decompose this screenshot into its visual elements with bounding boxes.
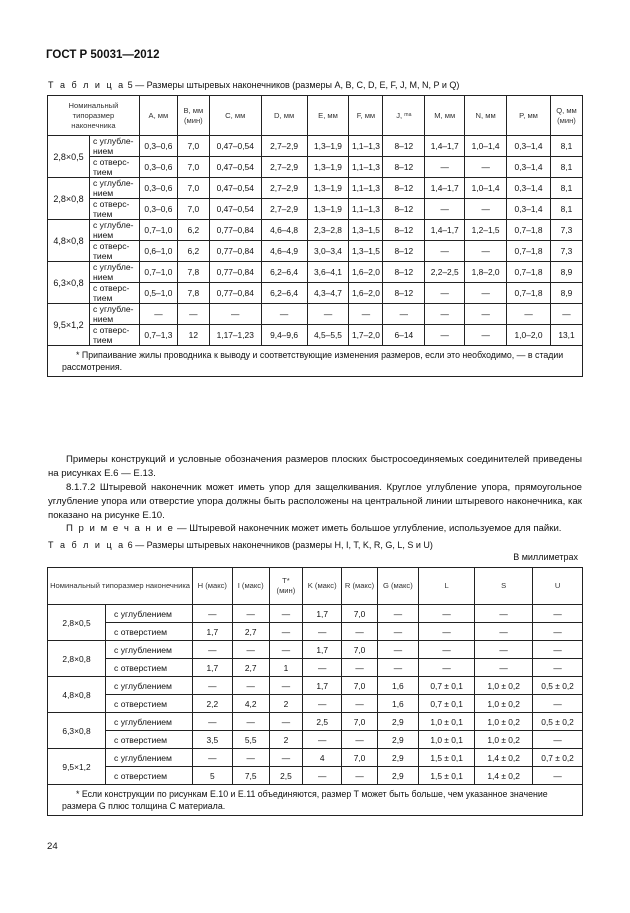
table6-value-cell: 7,0 [342, 713, 377, 731]
table5-value-cell: — [465, 241, 507, 262]
table6-value-cell: — [303, 731, 342, 749]
table5-header-cell: D, мм [261, 96, 307, 136]
table5-value-cell: 2,3–2,8 [307, 220, 349, 241]
table5-value-cell: 0,7–1,0 [139, 262, 177, 283]
document-header: ГОСТ Р 50031—2012 [46, 49, 160, 61]
table6-value-cell: 5,5 [232, 731, 269, 749]
table6-header-row [48, 568, 583, 605]
table5-value-cell: 2,7–2,9 [261, 157, 307, 178]
table6-footnote-row [48, 785, 583, 816]
table5-value-cell: 0,47–0,54 [209, 136, 261, 157]
table5-header-cell: B, мм (мин) [177, 96, 209, 136]
paragraph-examples-text: Примеры конструкций и условные обозначения размеров плоских быстросоединяемых соединителей приведены на рисунках Е.6 — Е.13. [48, 454, 582, 479]
table5-header-cell: F, мм [349, 96, 383, 136]
table6-kind-cell: с углублением [106, 713, 193, 731]
table5-kind-cell: с углубле-нием [89, 262, 139, 283]
paragraph-examples [48, 453, 582, 481]
table6-header-cell: K (макс) [303, 568, 342, 605]
table5-kind-cell: с отверс-тием [89, 241, 139, 262]
table6-value-cell: 0,7 ± 0,2 [533, 749, 583, 767]
table5-value-cell: 0,3–0,6 [139, 199, 177, 220]
table6-value-cell: 0,5 ± 0,2 [533, 713, 583, 731]
table6-value-cell: — [533, 767, 583, 785]
table5-value-cell: 1,1–1,3 [349, 178, 383, 199]
table6-row [48, 749, 583, 767]
table5-value-cell: 4,6–4,9 [261, 241, 307, 262]
table5-header-cell: J, ᵐᵃ [383, 96, 425, 136]
table6-size-cell: 9,5×1,2 [48, 749, 106, 785]
table5-row [48, 136, 583, 157]
table5-value-cell: 0,47–0,54 [209, 157, 261, 178]
table6-value-cell: — [193, 677, 232, 695]
table5-value-cell: 0,7–1,0 [139, 220, 177, 241]
table6-value-cell: — [419, 623, 475, 641]
table6-value-cell: — [533, 641, 583, 659]
table5-value-cell: 7,0 [177, 157, 209, 178]
table5-value-cell: 8,1 [550, 199, 582, 220]
table6-row [48, 623, 583, 641]
table5-value-cell: — [465, 283, 507, 304]
table5-header-cell: Q, мм (мин) [550, 96, 582, 136]
table5-value-cell: 8–12 [383, 283, 425, 304]
table5-value-cell: 1,3–1,9 [307, 136, 349, 157]
page-number: 24 [47, 841, 58, 852]
table5-header-cell: Номинальный типоразмер наконечника [48, 96, 140, 136]
table6-value-cell: — [269, 677, 302, 695]
table6-value-cell: — [193, 713, 232, 731]
table6-value-cell: — [475, 641, 533, 659]
table5-footnote: * Припаивание жилы проводника к выводу и соответствующие изменения размеров, если это необходимо, — в стадии рассмотрения. [48, 346, 583, 377]
table5-value-cell: 1,4–1,7 [425, 136, 465, 157]
table6-value-cell: 0,5 ± 0,2 [533, 677, 583, 695]
table5-value-cell: — [383, 304, 425, 325]
table6-value-cell: 1,5 ± 0,1 [419, 749, 475, 767]
table6-value-cell: — [533, 695, 583, 713]
table5-value-cell: — [465, 325, 507, 346]
table5-value-cell: 7,0 [177, 178, 209, 199]
table5-value-cell: 1,3–1,5 [349, 220, 383, 241]
table5-value-cell: 7,3 [550, 241, 582, 262]
table6-value-cell: — [419, 659, 475, 677]
table5 [47, 95, 583, 377]
table5-value-cell: 1,17–1,23 [209, 325, 261, 346]
table6-value-cell: — [193, 641, 232, 659]
table6-value-cell: — [342, 659, 377, 677]
table5-value-cell: — [425, 241, 465, 262]
table6-value-cell: — [475, 623, 533, 641]
table6-value-cell: 5 [193, 767, 232, 785]
table5-value-cell: — [349, 304, 383, 325]
table6-size-cell: 2,8×0,8 [48, 641, 106, 677]
table5-footnote-row [48, 346, 583, 377]
table5-header-cell: M, мм [425, 96, 465, 136]
table6-value-cell: 2 [269, 695, 302, 713]
table6-header-cell: H (макс) [193, 568, 232, 605]
table6-value-cell: — [475, 605, 533, 623]
table5-value-cell: 8,9 [550, 262, 582, 283]
table6-value-cell: — [303, 695, 342, 713]
table6-value-cell: 2,9 [377, 749, 418, 767]
note-paragraph [48, 522, 582, 536]
table6-caption [48, 540, 433, 550]
table6-value-cell: 1,7 [193, 623, 232, 641]
table5-value-cell: 1,3–1,9 [307, 199, 349, 220]
table5-row [48, 220, 583, 241]
table6-value-cell: 1,4 ± 0,2 [475, 749, 533, 767]
table5-row [48, 325, 583, 346]
table6-value-cell: 1,7 [303, 641, 342, 659]
table5-value-cell: 0,7–1,8 [507, 262, 551, 283]
table5-caption-text: 5 — Размеры штыревых наконечников (размеры A, B, C, D, E, F, J, M, N, P и Q) [125, 80, 460, 90]
table5-value-cell: 1,3–1,9 [307, 157, 349, 178]
table6-value-cell: — [232, 641, 269, 659]
table5-row [48, 262, 583, 283]
table5-value-cell: — [425, 304, 465, 325]
table5-value-cell: 0,7–1,3 [139, 325, 177, 346]
table5-value-cell: 8–12 [383, 136, 425, 157]
table6-footnote: * Если конструкции по рисункам Е.10 и Е.11 объединяются, размер T может быть больше, чем указанное значение размера G плюс толщина C материала. [48, 785, 583, 816]
table5-value-cell: 2,2–2,5 [425, 262, 465, 283]
table5-value-cell: 0,3–0,6 [139, 178, 177, 199]
table5-value-cell: — [465, 157, 507, 178]
table5-value-cell: 8–12 [383, 262, 425, 283]
table5-value-cell: 1,6–2,0 [349, 262, 383, 283]
table6-value-cell: — [419, 605, 475, 623]
table6-value-cell: 7,0 [342, 749, 377, 767]
table5-value-cell: 1,8–2,0 [465, 262, 507, 283]
table5-value-cell: 1,1–1,3 [349, 157, 383, 178]
table5-value-cell: 0,3–0,6 [139, 157, 177, 178]
table6-caption-text: 6 — Размеры штыревых наконечников (размеры H, I, T, K, R, G, L, S и U) [125, 540, 433, 550]
table6-value-cell: — [269, 749, 302, 767]
table5-value-cell: 6,2–6,4 [261, 283, 307, 304]
table6-value-cell: 2,2 [193, 695, 232, 713]
table6-value-cell: — [232, 677, 269, 695]
table5-value-cell: 0,7–1,8 [507, 283, 551, 304]
table5-kind-cell: с углубле-нием [89, 220, 139, 241]
table6-row [48, 659, 583, 677]
table6-header-cell: T* (мин) [269, 568, 302, 605]
table5-header-cell: C, мм [209, 96, 261, 136]
table5-value-cell: 8,1 [550, 157, 582, 178]
table6-value-cell: 0,7 ± 0,1 [419, 695, 475, 713]
table5-value-cell: — [465, 199, 507, 220]
table5-value-cell: 1,0–1,4 [465, 178, 507, 199]
table6-size-cell: 6,3×0,8 [48, 713, 106, 749]
table5-value-cell: 0,77–0,84 [209, 283, 261, 304]
table6-size-cell: 2,8×0,5 [48, 605, 106, 641]
paragraph-8-1-7-2-text: 8.1.7.2 Штыревой наконечник может иметь упор для защелкивания. Круглое углубление упора, прямоугольное углубление упора или отверстие упора должны быть расположены на центральной линии штыревого наконечника, как показано на рисунке Е.10. [48, 482, 582, 521]
table6-value-cell: 1,7 [303, 677, 342, 695]
table5-value-cell: 0,3–1,4 [507, 178, 551, 199]
table6-row [48, 713, 583, 731]
table6-header-cell: Номинальный типоразмер наконечника [48, 568, 193, 605]
table6-value-cell: — [533, 731, 583, 749]
table5-value-cell: 6,2–6,4 [261, 262, 307, 283]
table6-kind-cell: с отверстием [106, 767, 193, 785]
table5-value-cell: 8–12 [383, 199, 425, 220]
table6-kind-cell: с углублением [106, 677, 193, 695]
table5-value-cell: — [139, 304, 177, 325]
table6-row [48, 677, 583, 695]
table5-value-cell: 4,3–4,7 [307, 283, 349, 304]
table5-row [48, 199, 583, 220]
table5-value-cell: 7,3 [550, 220, 582, 241]
table5-value-cell: 9,4–9,6 [261, 325, 307, 346]
table6-kind-cell: с углублением [106, 641, 193, 659]
table6-value-cell: — [377, 641, 418, 659]
table5-value-cell: 2,7–2,9 [261, 136, 307, 157]
table6-row [48, 731, 583, 749]
table6-value-cell: — [342, 623, 377, 641]
table6-value-cell: — [342, 695, 377, 713]
table5-row [48, 157, 583, 178]
table6-value-cell: — [193, 749, 232, 767]
table6-value-cell: — [269, 623, 302, 641]
table5-row [48, 241, 583, 262]
table6-units: В миллиметрах [513, 552, 578, 562]
table5-value-cell: 2,7–2,9 [261, 178, 307, 199]
table6-header-cell: S [475, 568, 533, 605]
table5-value-cell: 4,6–4,8 [261, 220, 307, 241]
table6-value-cell: 2,9 [377, 731, 418, 749]
table5-size-cell: 6,3×0,8 [48, 262, 90, 304]
table6-value-cell: — [232, 713, 269, 731]
table5-value-cell: 1,7–2,0 [349, 325, 383, 346]
table5-header-row [48, 96, 583, 136]
table5-value-cell: 0,6–1,0 [139, 241, 177, 262]
table6-value-cell: — [193, 605, 232, 623]
table6-kind-cell: с углублением [106, 749, 193, 767]
table5-kind-cell: с отверс-тием [89, 157, 139, 178]
table5-value-cell: 1,4–1,7 [425, 220, 465, 241]
table6-value-cell: — [232, 605, 269, 623]
table5-value-cell: 12 [177, 325, 209, 346]
table5-value-cell: 7,8 [177, 283, 209, 304]
table5-value-cell: — [177, 304, 209, 325]
table5-value-cell: — [425, 199, 465, 220]
table6-value-cell: 2,5 [269, 767, 302, 785]
table6-value-cell: — [377, 659, 418, 677]
table5-value-cell: 0,77–0,84 [209, 262, 261, 283]
table6-value-cell: — [269, 605, 302, 623]
table5-value-cell: — [425, 325, 465, 346]
table5-value-cell: 0,7–1,8 [507, 241, 551, 262]
table6-value-cell: 1,0 ± 0,1 [419, 731, 475, 749]
paragraph-8-1-7-2 [48, 481, 582, 523]
table5-kind-cell: с отверс-тием [89, 325, 139, 346]
table5-value-cell: 6,2 [177, 220, 209, 241]
table6-value-cell: — [533, 623, 583, 641]
table5-value-cell: 1,3–1,9 [307, 178, 349, 199]
table6-value-cell: 1,7 [193, 659, 232, 677]
table6-value-cell: 1,6 [377, 695, 418, 713]
table6-size-cell: 4,8×0,8 [48, 677, 106, 713]
table6-value-cell: 4,2 [232, 695, 269, 713]
table6-value-cell: 7,0 [342, 677, 377, 695]
table6-value-cell: 1,4 ± 0,2 [475, 767, 533, 785]
table6-value-cell: 2,7 [232, 623, 269, 641]
table5-value-cell: 0,77–0,84 [209, 220, 261, 241]
table5-value-cell: — [465, 304, 507, 325]
table5-value-cell: 0,47–0,54 [209, 178, 261, 199]
table5-value-cell: 8–12 [383, 241, 425, 262]
table5-value-cell: — [507, 304, 551, 325]
table6-header-cell: G (макс) [377, 568, 418, 605]
table5-value-cell: 3,6–4,1 [307, 262, 349, 283]
table6-header-cell: I (макс) [232, 568, 269, 605]
table6-row [48, 605, 583, 623]
table6-value-cell: — [533, 605, 583, 623]
table5-value-cell: 6,2 [177, 241, 209, 262]
table5-size-cell: 9,5×1,2 [48, 304, 90, 346]
table6-value-cell: 2,9 [377, 767, 418, 785]
table5-size-cell: 2,8×0,8 [48, 178, 90, 220]
table5-header-cell: P, мм [507, 96, 551, 136]
table5-value-cell: — [425, 157, 465, 178]
table6-value-cell: — [269, 713, 302, 731]
table6-header-cell: R (макс) [342, 568, 377, 605]
table5-value-cell: 0,77–0,84 [209, 241, 261, 262]
table6-value-cell: 7,0 [342, 605, 377, 623]
table6-value-cell: — [303, 659, 342, 677]
table6-caption-label: Т а б л и ц а [48, 540, 126, 550]
table5-kind-cell: с углубле-нием [89, 136, 139, 157]
table5-value-cell: 8,1 [550, 178, 582, 199]
table6-value-cell: — [342, 767, 377, 785]
table5-value-cell: 0,3–1,4 [507, 199, 551, 220]
table5-value-cell: — [261, 304, 307, 325]
table6-value-cell: — [232, 749, 269, 767]
table6-value-cell: 4 [303, 749, 342, 767]
table5-value-cell: — [425, 283, 465, 304]
table5-value-cell: — [209, 304, 261, 325]
table6-header-cell: L [419, 568, 475, 605]
table5-value-cell: 0,3–1,4 [507, 157, 551, 178]
table6-value-cell: — [342, 731, 377, 749]
table6-value-cell: — [303, 767, 342, 785]
table5-caption-label: Т а б л и ц а [48, 80, 126, 90]
table5-row [48, 283, 583, 304]
table6-value-cell: 7,0 [342, 641, 377, 659]
table6-row [48, 767, 583, 785]
table5-value-cell: 1,1–1,3 [349, 199, 383, 220]
table5-header-cell: E, мм [307, 96, 349, 136]
table6-value-cell: — [475, 659, 533, 677]
table6-row [48, 695, 583, 713]
table5-row [48, 304, 583, 325]
table5-value-cell: 7,0 [177, 136, 209, 157]
table6-kind-cell: с отверстием [106, 695, 193, 713]
table5-value-cell: — [307, 304, 349, 325]
table6-value-cell: 1,0 ± 0,2 [475, 677, 533, 695]
table5-value-cell: 8–12 [383, 157, 425, 178]
table5-value-cell: 0,7–1,8 [507, 220, 551, 241]
table5-value-cell: 3,0–3,4 [307, 241, 349, 262]
table5-size-cell: 2,8×0,5 [48, 136, 90, 178]
table5-value-cell: 0,3–1,4 [507, 136, 551, 157]
table6-row [48, 641, 583, 659]
table5-value-cell: 1,1–1,3 [349, 136, 383, 157]
table6-value-cell: 1 [269, 659, 302, 677]
table6-kind-cell: с отверстием [106, 623, 193, 641]
table6-kind-cell: с углублением [106, 605, 193, 623]
table6-value-cell: 1,0 ± 0,2 [475, 695, 533, 713]
table5-kind-cell: с углубле-нием [89, 304, 139, 325]
table5-value-cell: 0,3–0,6 [139, 136, 177, 157]
table6-value-cell: 0,7 ± 0,1 [419, 677, 475, 695]
table6-value-cell: 3,5 [193, 731, 232, 749]
table6-value-cell: 1,0 ± 0,1 [419, 713, 475, 731]
table6-value-cell: 2,9 [377, 713, 418, 731]
table5-header-cell: N, мм [465, 96, 507, 136]
table5-kind-cell: с отверс-тием [89, 199, 139, 220]
table6 [47, 567, 583, 816]
table5-value-cell: 8,9 [550, 283, 582, 304]
table5-value-cell: — [550, 304, 582, 325]
table6-value-cell: 1,0 ± 0,2 [475, 731, 533, 749]
table5-value-cell: 0,5–1,0 [139, 283, 177, 304]
table6-value-cell: 1,6 [377, 677, 418, 695]
table5-value-cell: 8,1 [550, 136, 582, 157]
table6-value-cell: — [303, 623, 342, 641]
table6-value-cell: 7,5 [232, 767, 269, 785]
table6-value-cell: 2,7 [232, 659, 269, 677]
table5-value-cell: 6–14 [383, 325, 425, 346]
table5-value-cell: 1,0–1,4 [465, 136, 507, 157]
table5-caption [48, 80, 459, 90]
table6-value-cell: 2 [269, 731, 302, 749]
table6-kind-cell: с отверстием [106, 659, 193, 677]
table6-value-cell: 1,0 ± 0,2 [475, 713, 533, 731]
note-text: — Штыревой наконечник может иметь большое углубление, используемое для пайки. [174, 523, 562, 534]
table6-value-cell: — [419, 641, 475, 659]
table5-value-cell: 4,5–5,5 [307, 325, 349, 346]
table6-value-cell: 1,7 [303, 605, 342, 623]
table6-header-cell: U [533, 568, 583, 605]
table5-value-cell: 1,4–1,7 [425, 178, 465, 199]
table6-kind-cell: с отверстием [106, 731, 193, 749]
table5-value-cell: 13,1 [550, 325, 582, 346]
table6-value-cell: — [533, 659, 583, 677]
table6-value-cell: 2,5 [303, 713, 342, 731]
table6-value-cell: — [377, 605, 418, 623]
table5-header-cell: A, мм [139, 96, 177, 136]
table5-row [48, 178, 583, 199]
table5-value-cell: 8–12 [383, 220, 425, 241]
table6-value-cell: — [377, 623, 418, 641]
table5-value-cell: 1,6–2,0 [349, 283, 383, 304]
table5-kind-cell: с отверс-тием [89, 283, 139, 304]
table5-value-cell: 1,2–1,5 [465, 220, 507, 241]
table5-value-cell: 7,8 [177, 262, 209, 283]
table5-value-cell: 1,3–1,5 [349, 241, 383, 262]
table5-value-cell: 1,0–2,0 [507, 325, 551, 346]
table5-size-cell: 4,8×0,8 [48, 220, 90, 262]
table5-value-cell: 0,47–0,54 [209, 199, 261, 220]
table5-value-cell: 8–12 [383, 178, 425, 199]
note-label: П р и м е ч а н и е [66, 523, 175, 534]
table5-kind-cell: с углубле-нием [89, 178, 139, 199]
table5-value-cell: 7,0 [177, 199, 209, 220]
table5-value-cell: 2,7–2,9 [261, 199, 307, 220]
table6-value-cell: 1,5 ± 0,1 [419, 767, 475, 785]
table6-value-cell: — [269, 641, 302, 659]
